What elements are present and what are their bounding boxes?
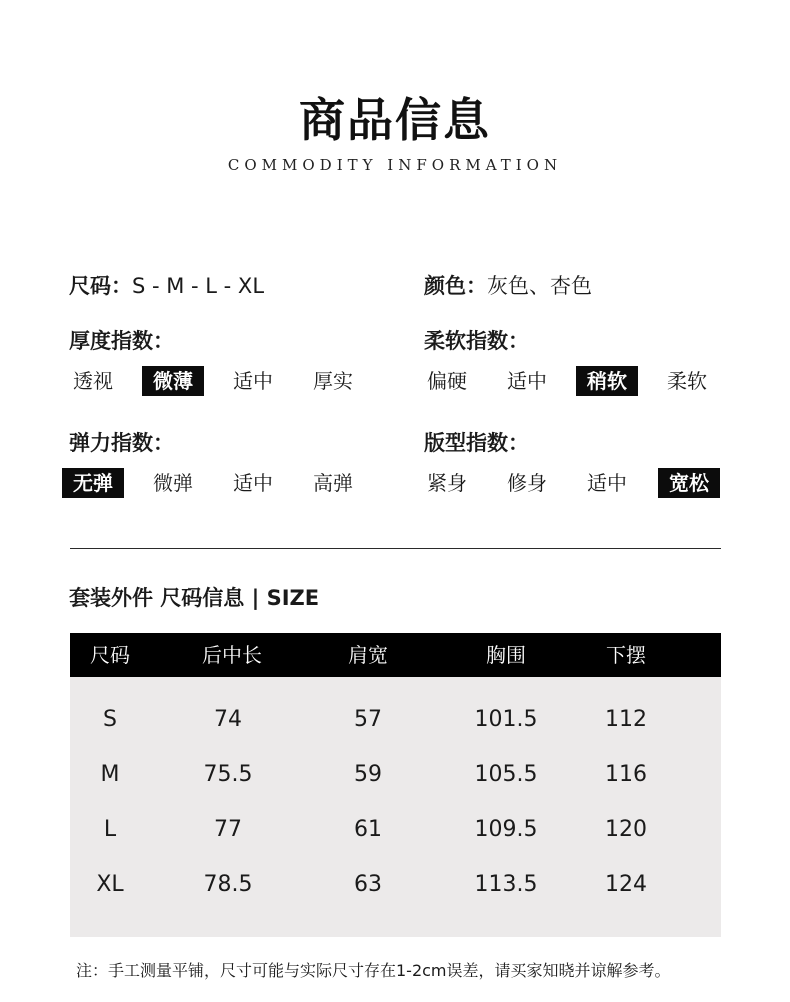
fit-option: 适中	[587, 471, 627, 495]
table-cell: 101.5	[474, 707, 538, 732]
fit-option: 修身	[507, 471, 547, 495]
table-cell: XL	[96, 872, 124, 897]
table-row	[70, 810, 721, 850]
table-cell: 116	[605, 762, 647, 787]
table-cell: 74	[214, 707, 242, 732]
table-cell: 61	[354, 817, 382, 842]
table-cell: M	[100, 762, 120, 787]
thickness-option: 透视	[73, 369, 113, 393]
fit-label: 版型指数：	[424, 431, 529, 455]
table-row	[70, 755, 721, 795]
table-cell: 77	[214, 817, 242, 842]
thickness-option: 适中	[233, 369, 273, 393]
color-label: 颜色：	[424, 274, 487, 298]
thickness-option: 厚实	[313, 369, 353, 393]
column-header: 肩宽	[348, 643, 388, 667]
column-header: 下摆	[606, 643, 646, 667]
softness-option: 柔软	[667, 369, 707, 393]
softness-option: 适中	[507, 369, 547, 393]
table-cell: 57	[354, 707, 382, 732]
table-cell: 78.5	[203, 872, 253, 897]
thickness-label: 厚度指数：	[69, 329, 174, 353]
page-subtitle: COMMODITY INFORMATION	[227, 156, 563, 174]
section-divider	[70, 548, 721, 549]
thickness-options	[62, 366, 362, 396]
elasticity-options	[62, 468, 362, 498]
table-cell: 124	[605, 872, 647, 897]
column-header: 尺码	[90, 643, 130, 667]
softness-option-selected: 稍软	[576, 366, 638, 396]
page-title: 商品信息	[299, 93, 491, 147]
elasticity-label: 弹力指数：	[69, 431, 174, 455]
column-header: 胸围	[486, 643, 526, 667]
table-cell: 113.5	[474, 872, 538, 897]
color-spec	[424, 270, 592, 300]
column-header: 后中长	[202, 643, 262, 667]
table-cell: 120	[605, 817, 647, 842]
thickness-option-selected: 微薄	[142, 366, 204, 396]
size-section-title: 套装外件 尺码信息 | SIZE	[69, 586, 320, 610]
elasticity-option: 微弹	[153, 471, 193, 495]
table-cell: 63	[354, 872, 382, 897]
size-table-header	[70, 633, 721, 677]
elasticity-option-selected: 无弹	[62, 468, 124, 498]
table-row	[70, 865, 721, 905]
color-value: 灰色、杏色	[487, 274, 592, 298]
size-spec	[69, 270, 264, 300]
softness-option: 偏硬	[427, 369, 467, 393]
table-cell: S	[103, 707, 117, 732]
table-cell: 112	[605, 707, 647, 732]
fit-option: 紧身	[427, 471, 467, 495]
size-value: S - M - L - XL	[132, 274, 265, 298]
size-table	[70, 633, 721, 937]
measurement-note: 注：手工测量平铺，尺寸可能与实际尺寸存在1-2cm误差，请买家知晓并谅解参考。	[76, 961, 671, 980]
table-cell: 105.5	[474, 762, 538, 787]
table-cell: 59	[354, 762, 382, 787]
table-cell: 109.5	[474, 817, 538, 842]
elasticity-option: 适中	[233, 471, 273, 495]
elasticity-option: 高弹	[313, 471, 353, 495]
softness-label: 柔软指数：	[424, 329, 529, 353]
table-cell: 75.5	[203, 762, 253, 787]
softness-options	[416, 366, 726, 396]
size-label: 尺码：	[69, 274, 132, 298]
fit-option-selected: 宽松	[658, 468, 720, 498]
table-cell: L	[103, 817, 117, 842]
table-row	[70, 700, 721, 740]
fit-options	[416, 468, 726, 498]
